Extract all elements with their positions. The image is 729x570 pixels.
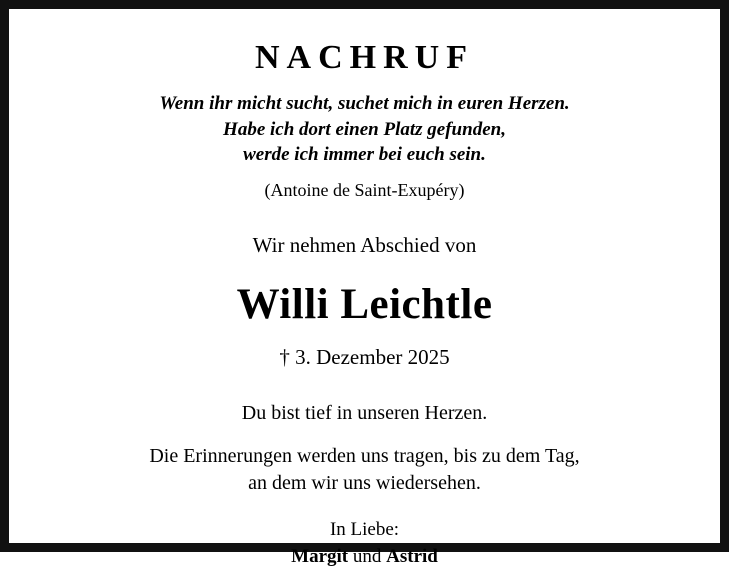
verse-line-3: werde ich immer bei euch sein. bbox=[243, 144, 486, 166]
death-date: † 3. Dezember 2025 bbox=[279, 344, 450, 369]
verse-line-1: Wenn ihr micht sucht, suchet mich in euren Herzen. bbox=[159, 93, 570, 114]
signers bbox=[291, 544, 438, 570]
message-block-2 bbox=[149, 443, 579, 497]
message-line-1: Du bist tief in unseren Herzen. bbox=[241, 401, 488, 424]
signer-name-2: Astrid bbox=[386, 545, 438, 567]
signer-conjunction: und bbox=[348, 545, 387, 567]
closing-text: In Liebe: bbox=[329, 518, 400, 540]
farewell-text: Wir nehmen Abschied von bbox=[252, 232, 477, 257]
notice-heading: NACHRUF bbox=[255, 39, 474, 76]
message-line-2: Die Erinnerungen werden uns tragen, bis zu dem Tag, bbox=[149, 444, 580, 467]
deceased-name: Willi Leichtle bbox=[236, 280, 493, 328]
verse-block bbox=[159, 91, 569, 168]
message-line-3: an dem wir uns wiedersehen. bbox=[248, 471, 481, 494]
verse-line-2: Habe ich dort einen Platz gefunden, bbox=[223, 118, 506, 140]
verse-attribution: (Antoine de Saint-Exupéry) bbox=[264, 179, 465, 200]
signer-name-1: Margit bbox=[291, 545, 349, 567]
